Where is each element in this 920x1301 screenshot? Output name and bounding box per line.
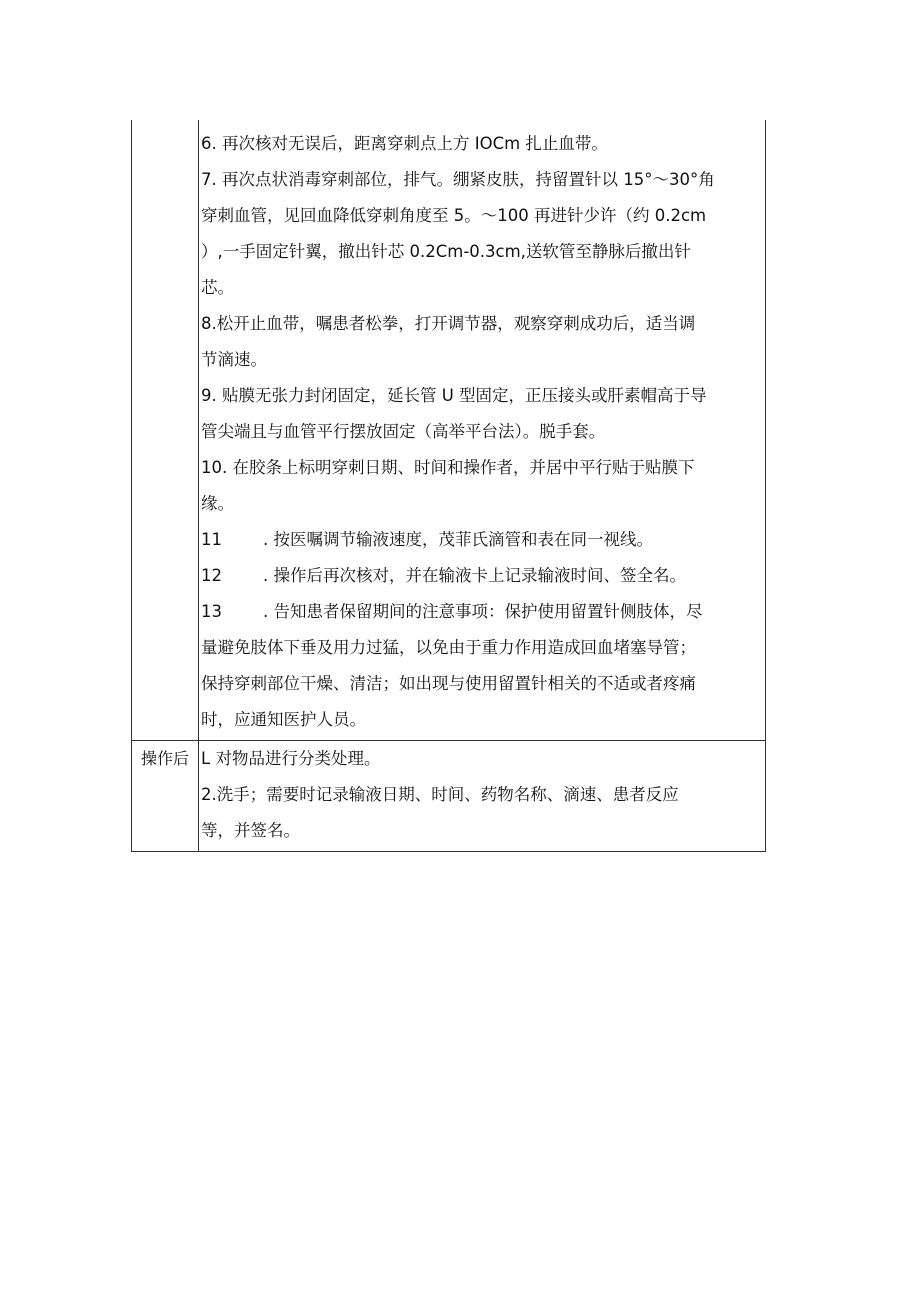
row-during-operation	[132, 120, 766, 741]
step-line: 7. 再次点状消毒穿刺部位，排气。绷紧皮肤，持留置针以 15°～30°角	[201, 170, 715, 189]
step-6	[201, 126, 765, 162]
step-line: 6. 再次核对无误后，距离穿刺点上方 IOCm 扎止血带。	[201, 134, 608, 153]
after-steps-cell	[199, 741, 766, 852]
after-step-line: L 对物品进行分类处理。	[201, 749, 381, 768]
step-line: 节滴速。	[201, 350, 267, 369]
step-line: 保持穿刺部位干燥、清洁；如出现与使用留置针相关的不适或者疼痛	[201, 674, 696, 693]
step-9	[201, 378, 765, 450]
step-13-first-line	[201, 594, 765, 630]
row-label-during	[132, 120, 199, 741]
step-number: 11	[201, 530, 222, 549]
step-line: 缘。	[201, 494, 234, 513]
step-11	[201, 522, 765, 558]
step-line: 量避免肢体下垂及用力过猛，以免由于重力作用造成回血堵塞导管；	[201, 638, 696, 657]
step-line: 时，应通知医护人员。	[201, 710, 366, 729]
step-8	[201, 306, 765, 378]
after-step-line: 2.洗手；需要时记录输液日期、时间、药物名称、滴速、患者反应	[201, 785, 679, 804]
step-number: 13	[201, 602, 222, 621]
step-line: 9. 贴膜无张力封闭固定，延长管 U 型固定，正压接头或肝素帽高于导	[201, 386, 707, 405]
procedure-table	[131, 120, 766, 852]
steps-cell	[199, 120, 766, 741]
row-label-after: 操作后	[132, 741, 199, 852]
step-line: 穿刺血管，见回血降低穿刺角度至 5。～100 再进针少许（约 0.2cm	[201, 206, 707, 225]
step-text: . 按医嘱调节输液速度，茂菲氏滴管和表在同一视线。	[263, 530, 653, 549]
step-line: 10. 在胶条上标明穿刺日期、时间和操作者，并居中平行贴于贴膜下	[201, 458, 695, 477]
step-10	[201, 450, 765, 522]
step-line: ）,一手固定针翼，撤出针芯 0.2Cm-0.3cm,送软管至静脉后撤出针	[201, 242, 691, 261]
step-line: 管尖端且与血管平行摆放固定（高举平台法）。脱手套。	[201, 422, 606, 441]
step-13	[201, 594, 765, 738]
after-step-line: 等，并签名。	[201, 821, 300, 840]
step-12	[201, 558, 765, 594]
row-after-operation	[132, 741, 766, 852]
step-text: . 操作后再次核对，并在输液卡上记录输液时间、签全名。	[263, 566, 686, 585]
step-number: 12	[201, 566, 222, 585]
step-line: 芯。	[201, 278, 234, 297]
step-line: 8.松开止血带，嘱患者松拳，打开调节器，观察穿刺成功后，适当调	[201, 314, 696, 333]
step-7	[201, 162, 765, 306]
step-text: . 告知患者保留期间的注意事项：保护使用留置针侧肢体，尽	[263, 602, 703, 621]
